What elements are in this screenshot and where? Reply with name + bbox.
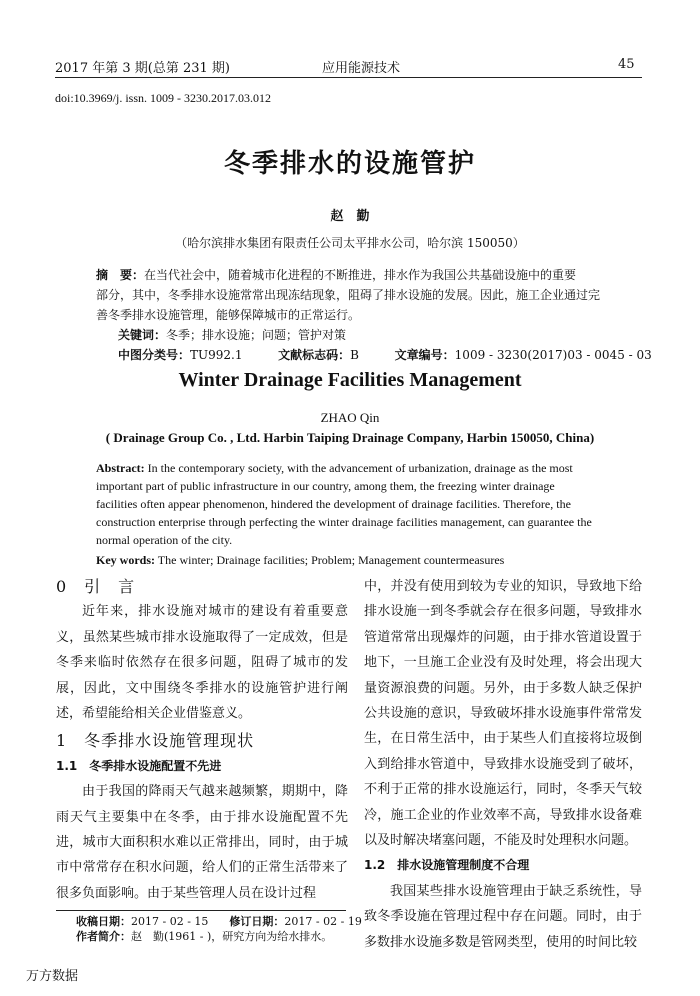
section-1-heading: 1 冬季排水设施管理现状 bbox=[56, 731, 255, 751]
right-column bbox=[364, 574, 642, 955]
intro-paragraph: 近年来，排水设施对城市的建设有着重要意义，虽然某些城市排水设施取得了一定成效，但是冬季来临时依然存在很多问题，阻碍了城市的发展，因此，文中围绕冬季排水的设施管护进行阐述，希望能给相关企业借鉴意义。 bbox=[56, 604, 348, 722]
keywords-en-label: Key words: bbox=[96, 553, 155, 567]
bio-text: 赵 勤(1961 - )，研究方向为给水排水。 bbox=[131, 930, 333, 943]
clc-label: 中图分类号： bbox=[118, 348, 191, 362]
author-en: ZHAO Qin bbox=[320, 410, 380, 425]
abstract-en-line5: normal operation of the city. bbox=[96, 533, 233, 547]
header-rule bbox=[55, 77, 642, 78]
section-1-1-heading: 1.1 冬季排水设施配置不先进 bbox=[56, 758, 222, 773]
clc-code: TU992.1 bbox=[190, 348, 243, 362]
page-title: 冬季排水的设施管护 bbox=[223, 149, 476, 179]
doc-code-label: 文献标志码： bbox=[278, 348, 351, 362]
watermark: 万方数据 bbox=[26, 969, 79, 984]
abstract-en-label: Abstract: bbox=[96, 461, 145, 475]
keywords-cn bbox=[118, 325, 346, 345]
header-journal: 应用能源技术 bbox=[322, 61, 401, 76]
classification-line bbox=[118, 345, 652, 365]
abstract-en bbox=[96, 459, 636, 569]
section-1-2-paragraph: 我国某些排水设施管理由于缺乏系统性，导致冬季设施在管理过程中存在问题。同时，由于多数排水设施多数是管网类型，使用的时间比较 bbox=[364, 883, 642, 950]
keywords-cn-text: 冬季；排水设施；问题；管护对策 bbox=[166, 328, 347, 342]
left-column bbox=[56, 574, 348, 906]
abstract-en-line3: facilities often appear phenomenon, hindered the development of drainage facilities. Therefore, the bbox=[96, 497, 571, 511]
footnote-bio bbox=[76, 930, 332, 944]
bio-label: 作者简介： bbox=[76, 930, 131, 943]
article-number: 1009 - 3230(2017)03 - 0045 - 03 bbox=[454, 348, 652, 362]
abstract-cn-line1: 在当代社会中，随着城市化进程的不断推进，排水作为我国公共基础设施中的重要 bbox=[144, 268, 577, 282]
revised-date: 2017 - 02 - 19 bbox=[284, 915, 362, 928]
keywords-cn-label: 关键词： bbox=[118, 328, 167, 342]
abstract-cn bbox=[96, 265, 636, 325]
abstract-cn-label: 摘 要： bbox=[96, 268, 145, 282]
abstract-en-line4: construction enterprise through perfecting the winter drainage facilities management, can guarantee the bbox=[96, 515, 592, 529]
received-label: 收稿日期： bbox=[76, 915, 131, 928]
title-en: Winter Drainage Facilities Management bbox=[178, 369, 522, 391]
author-cn: 赵 勤 bbox=[330, 209, 370, 224]
affiliation-en: ( Drainage Group Co. , Ltd. Harbin Taiping Drainage Company, Harbin 150050, China) bbox=[105, 430, 595, 445]
footnote-rule bbox=[56, 910, 346, 911]
header-page-number: 45 bbox=[618, 57, 635, 72]
footnote-dates bbox=[76, 915, 362, 929]
keywords-en-text: The winter; Drainage facilities; Problem; Management countermeasures bbox=[157, 553, 505, 567]
right-paragraph-1: 中，并没有使用到较为专业的知识，导致地下给排水设施一到冬季就会存在很多问题，导致排水管道常常出现爆炸的问题，由于排水管道设置于地下，一旦施工企业没有及时处理，将会出现大量资源浪费的问题。另外，由于多数人缺乏保护公共设施的意识，导致破坏排水设施事件常常发生，在日常生活中，由于某些人们直接将垃圾倒入到给排水管道中，导致排水设施受到了破坏，不利于正常的排水设施运行，同时，冬季天气较冷，施工企业的作业效率不高，导致排水设备难以及时解决堵塞问题，不能及时处理积水问题。 bbox=[364, 579, 642, 849]
section-1-1-paragraph: 由于我国的降雨天气越来越频繁，期期中，降雨天气主要集中在冬季，由于排水设施配置不先进，城市大面积积水难以正常排出，同时，由于城市中常常存在积水问题，给人们的正常生活带来了很多负面影响。由于某些管理人员在设计过程 bbox=[56, 784, 348, 901]
doc-code: B bbox=[350, 348, 359, 362]
article-number-label: 文章编号： bbox=[394, 348, 455, 362]
abstract-en-line1: In the contemporary society, with the advancement of urbanization, drainage as the most bbox=[147, 461, 573, 475]
abstract-en-line2: important part of public infrastructure in our country, among them, the freezing winter drainage bbox=[96, 479, 555, 493]
doi: doi:10.3969/j. issn. 1009 - 3230.2017.03.012 bbox=[55, 91, 272, 105]
section-0-heading: 0 引 言 bbox=[56, 577, 136, 596]
abstract-cn-line3: 善冬季排水设施管理，能够保障城市的正常运行。 bbox=[96, 308, 361, 322]
revised-label: 修订日期： bbox=[229, 915, 285, 928]
received-date: 2017 - 02 - 15 bbox=[131, 915, 209, 928]
affiliation-cn: （哈尔滨排水集团有限责任公司太平排水公司，哈尔滨 150050） bbox=[175, 236, 525, 250]
header-issue: 2017 年第 3 期(总第 231 期) bbox=[55, 61, 230, 76]
section-1-2-heading: 1.2 排水设施管理制度不合理 bbox=[364, 858, 530, 873]
abstract-cn-line2: 部分，其中，冬季排水设施常常出现冻结现象，阻碍了排水设施的发展。因此，施工企业通过完 bbox=[96, 288, 601, 302]
